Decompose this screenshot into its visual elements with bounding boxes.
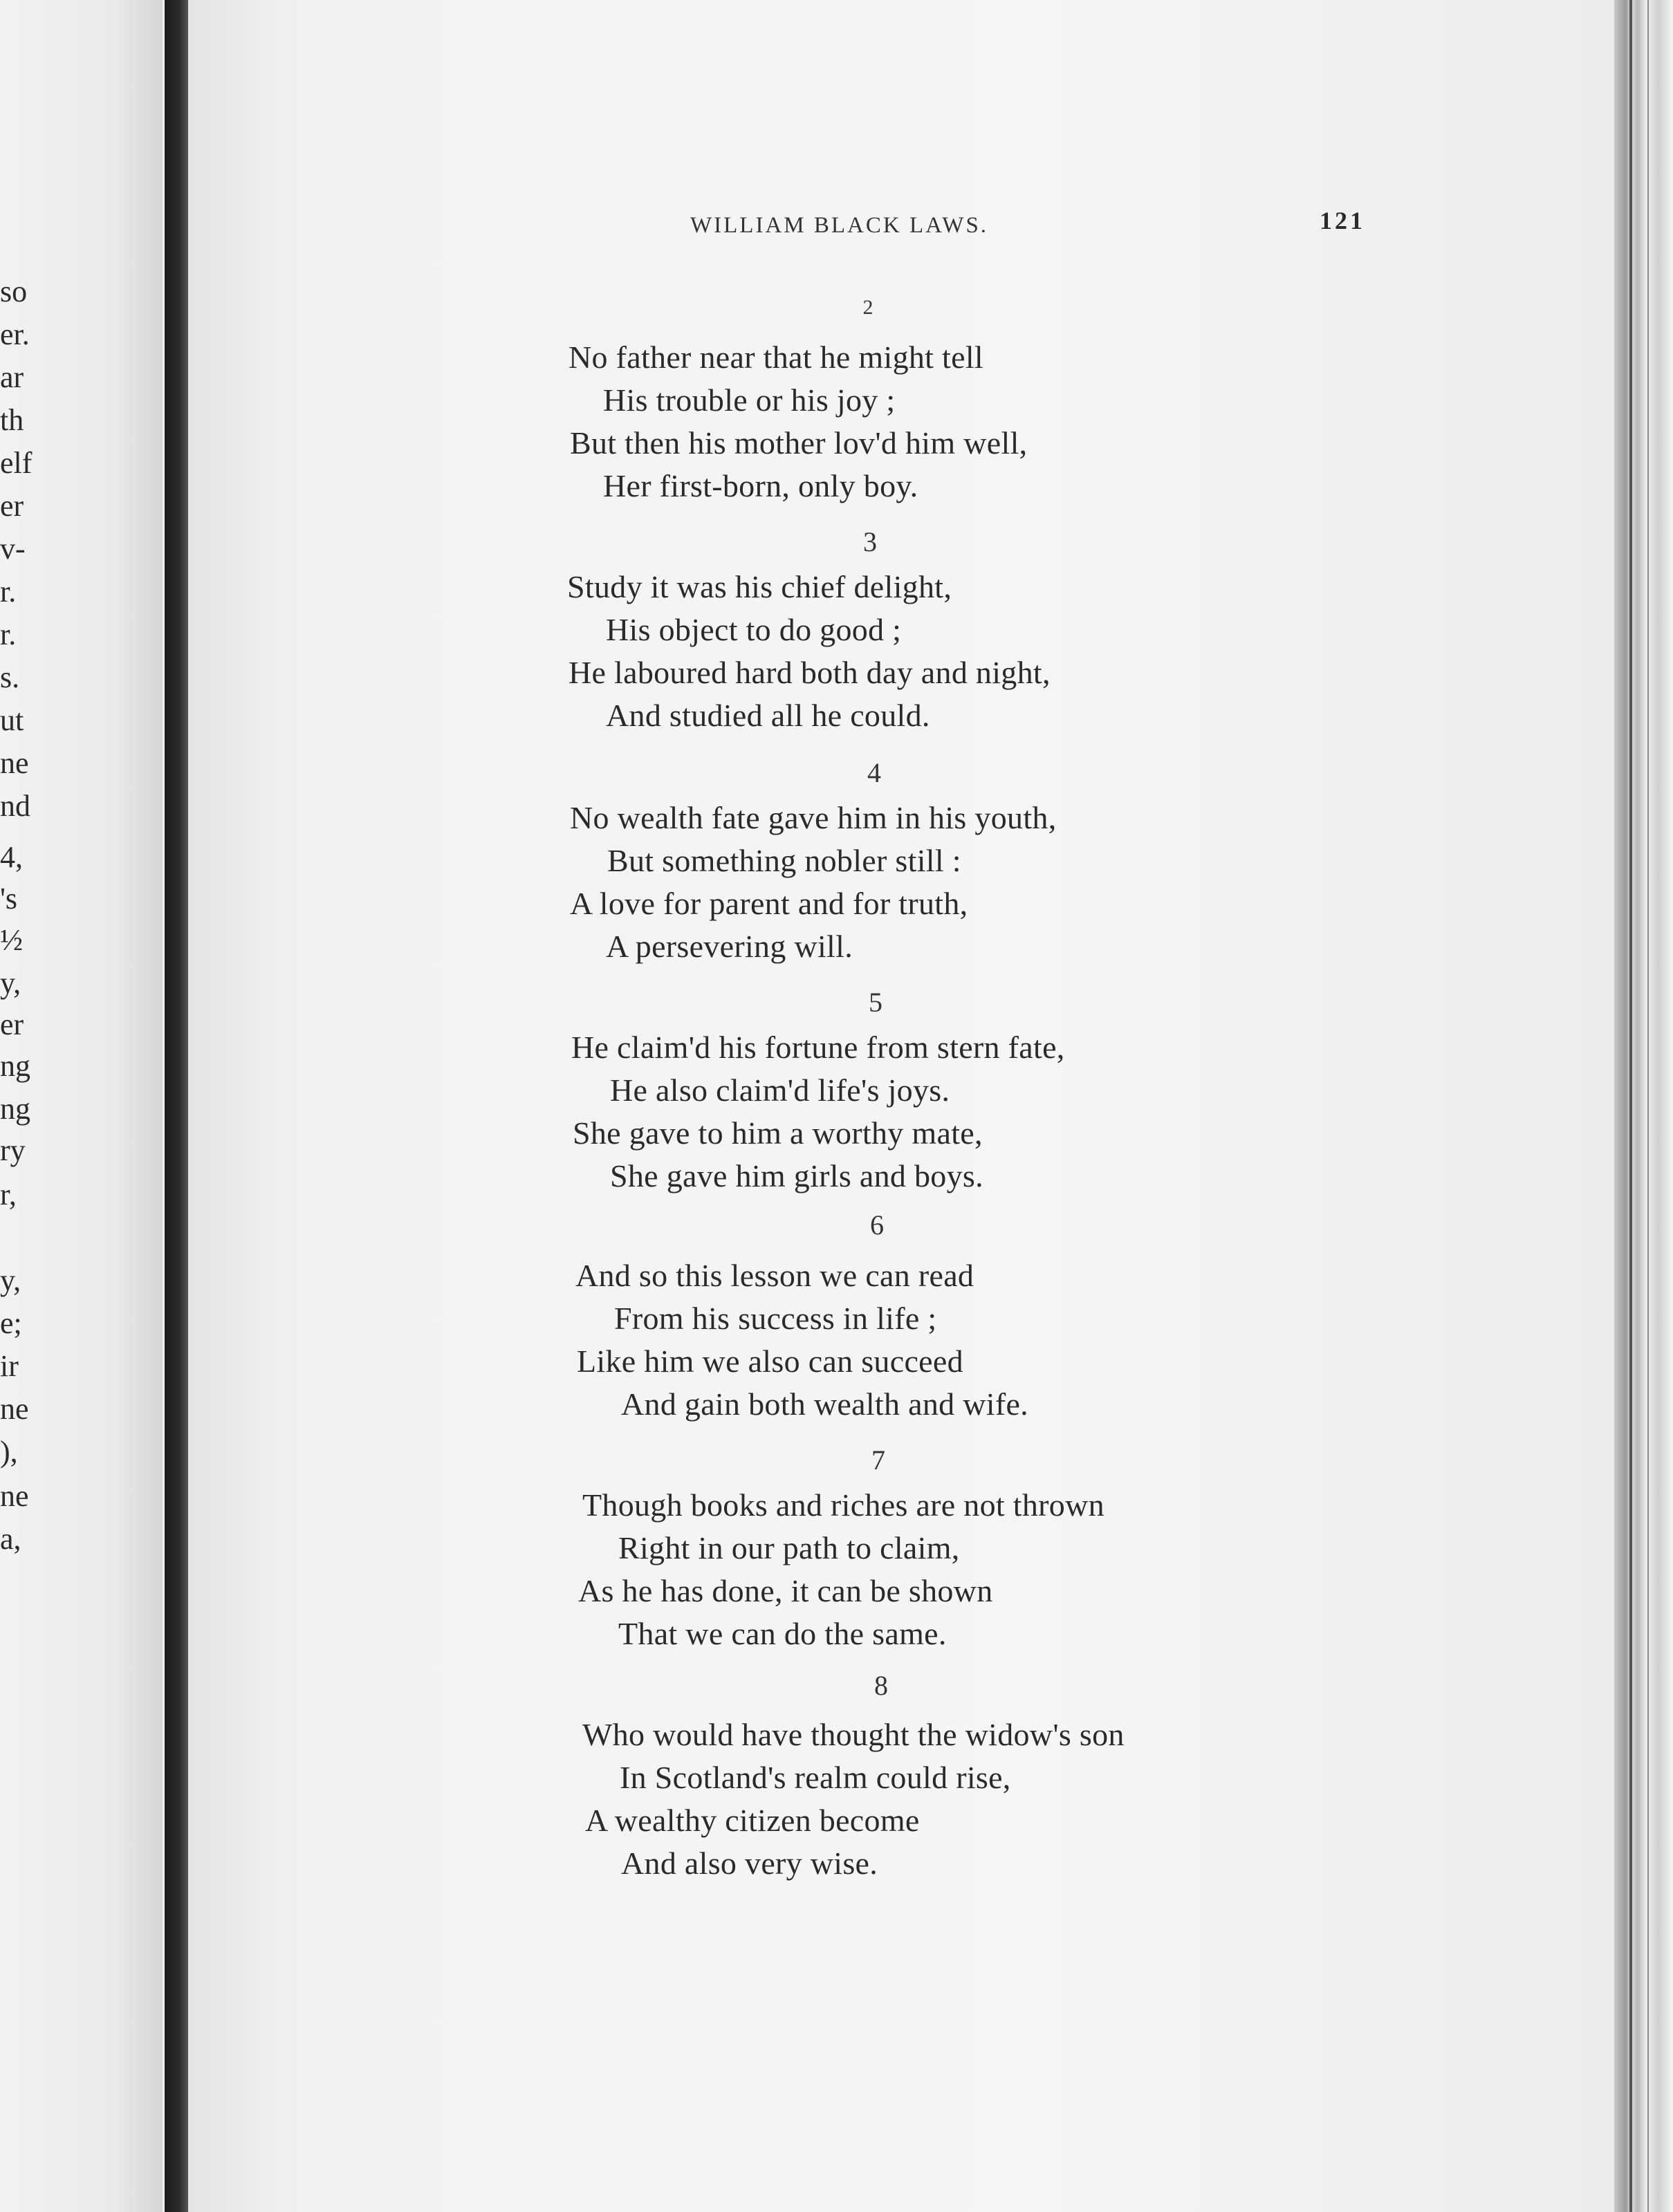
poem-line: And gain both wealth and wife. (621, 1386, 1028, 1422)
poem-line: But then his mother lov'd him well, (570, 425, 1028, 461)
stanza-number: 6 (870, 1209, 884, 1240)
left-page-fragment: er (0, 1007, 24, 1041)
page-number: 121 (1320, 207, 1365, 234)
poem-line: His object to do good ; (606, 612, 902, 647)
left-page-fragment: v- (0, 532, 26, 566)
poem-line: And studied all he could. (606, 698, 930, 733)
left-page-fragment: ½ (0, 923, 23, 957)
poem-line: Her first-born, only boy. (603, 468, 918, 503)
book-gutter (165, 0, 188, 2212)
left-page-fragment: ir (0, 1349, 19, 1383)
left-page-fragment: r. (0, 617, 17, 651)
poem-line: She gave to him a worthy mate, (573, 1115, 983, 1151)
left-page-fragment: ar (0, 360, 24, 394)
left-page-fragment: ne (0, 1392, 29, 1426)
left-page-fragment: y, (0, 1263, 21, 1297)
poem-line: A persevering will. (606, 929, 853, 964)
left-page-fragment: e; (0, 1306, 22, 1340)
stanza-number: 7 (871, 1444, 885, 1476)
poem-line: Though books and riches are not thrown (582, 1487, 1104, 1523)
stanza-number: 5 (869, 987, 882, 1018)
poem-line: From his success in life ; (614, 1301, 937, 1336)
left-page-fragment: s. (0, 660, 20, 694)
left-page-fragment: ne (0, 1479, 29, 1513)
poem-line: As he has done, it can be shown (578, 1573, 993, 1608)
poem-line: No father near that he might tell (569, 340, 984, 375)
left-page-fragment: a, (0, 1522, 21, 1556)
left-facing-page (0, 0, 163, 2212)
poem-line: He claim'd his fortune from stern fate, (571, 1030, 1065, 1065)
left-page-fragment: ), (0, 1435, 18, 1469)
left-page-fragment: y, (0, 966, 21, 1000)
poem-line: Who would have thought the widow's son (582, 1717, 1125, 1752)
poem-line: He laboured hard both day and night, (569, 655, 1051, 690)
running-header: WILLIAM BLACK LAWS. (690, 213, 989, 238)
left-page-fragment: th (0, 403, 24, 437)
poem-line: A love for parent and for truth, (570, 886, 968, 921)
left-page-fragment: 's (0, 882, 18, 916)
poem-line: That we can do the same. (618, 1616, 947, 1651)
poem-line: But something nobler still : (607, 843, 961, 878)
left-page-fragment: ng (0, 1049, 30, 1083)
left-page-fragment: nd (0, 789, 30, 823)
poem-line: And also very wise. (621, 1846, 878, 1881)
left-page-fragment: ne (0, 746, 29, 780)
left-page-fragment: ng (0, 1092, 30, 1126)
poem-line: No wealth fate gave him in his youth, (570, 800, 1057, 835)
left-page-fragment: ry (0, 1133, 26, 1167)
poem-line: Right in our path to claim, (618, 1530, 960, 1565)
page-edge (1614, 0, 1673, 2212)
stanza-number: 3 (863, 526, 877, 557)
stanza-number: 8 (874, 1670, 888, 1701)
left-page-fragment: r, (0, 1178, 17, 1211)
left-page-fragment: so (0, 275, 28, 308)
poem-line: She gave him girls and boys. (610, 1158, 983, 1193)
stanza-number: 4 (867, 757, 881, 788)
left-page-fragment: er. (0, 317, 30, 351)
stanza-number: 2 (862, 296, 874, 319)
poem-line: Like him we also can succeed (577, 1344, 963, 1379)
poem-line: His trouble or his joy ; (603, 382, 896, 418)
poem-line: In Scotland's realm could rise, (620, 1760, 1011, 1795)
left-page-fragment: ut (0, 703, 24, 737)
poem-line: And so this lesson we can read (575, 1258, 974, 1293)
left-page-fragment: er (0, 489, 24, 523)
left-page-fragment: elf (0, 446, 33, 480)
poem-line: A wealthy citizen become (585, 1803, 920, 1838)
poem-line: He also claim'd life's joys. (610, 1072, 950, 1108)
left-page-fragment: 4, (0, 840, 23, 874)
left-page-fragment: r. (0, 575, 17, 608)
poem-line: Study it was his chief delight, (567, 569, 952, 604)
